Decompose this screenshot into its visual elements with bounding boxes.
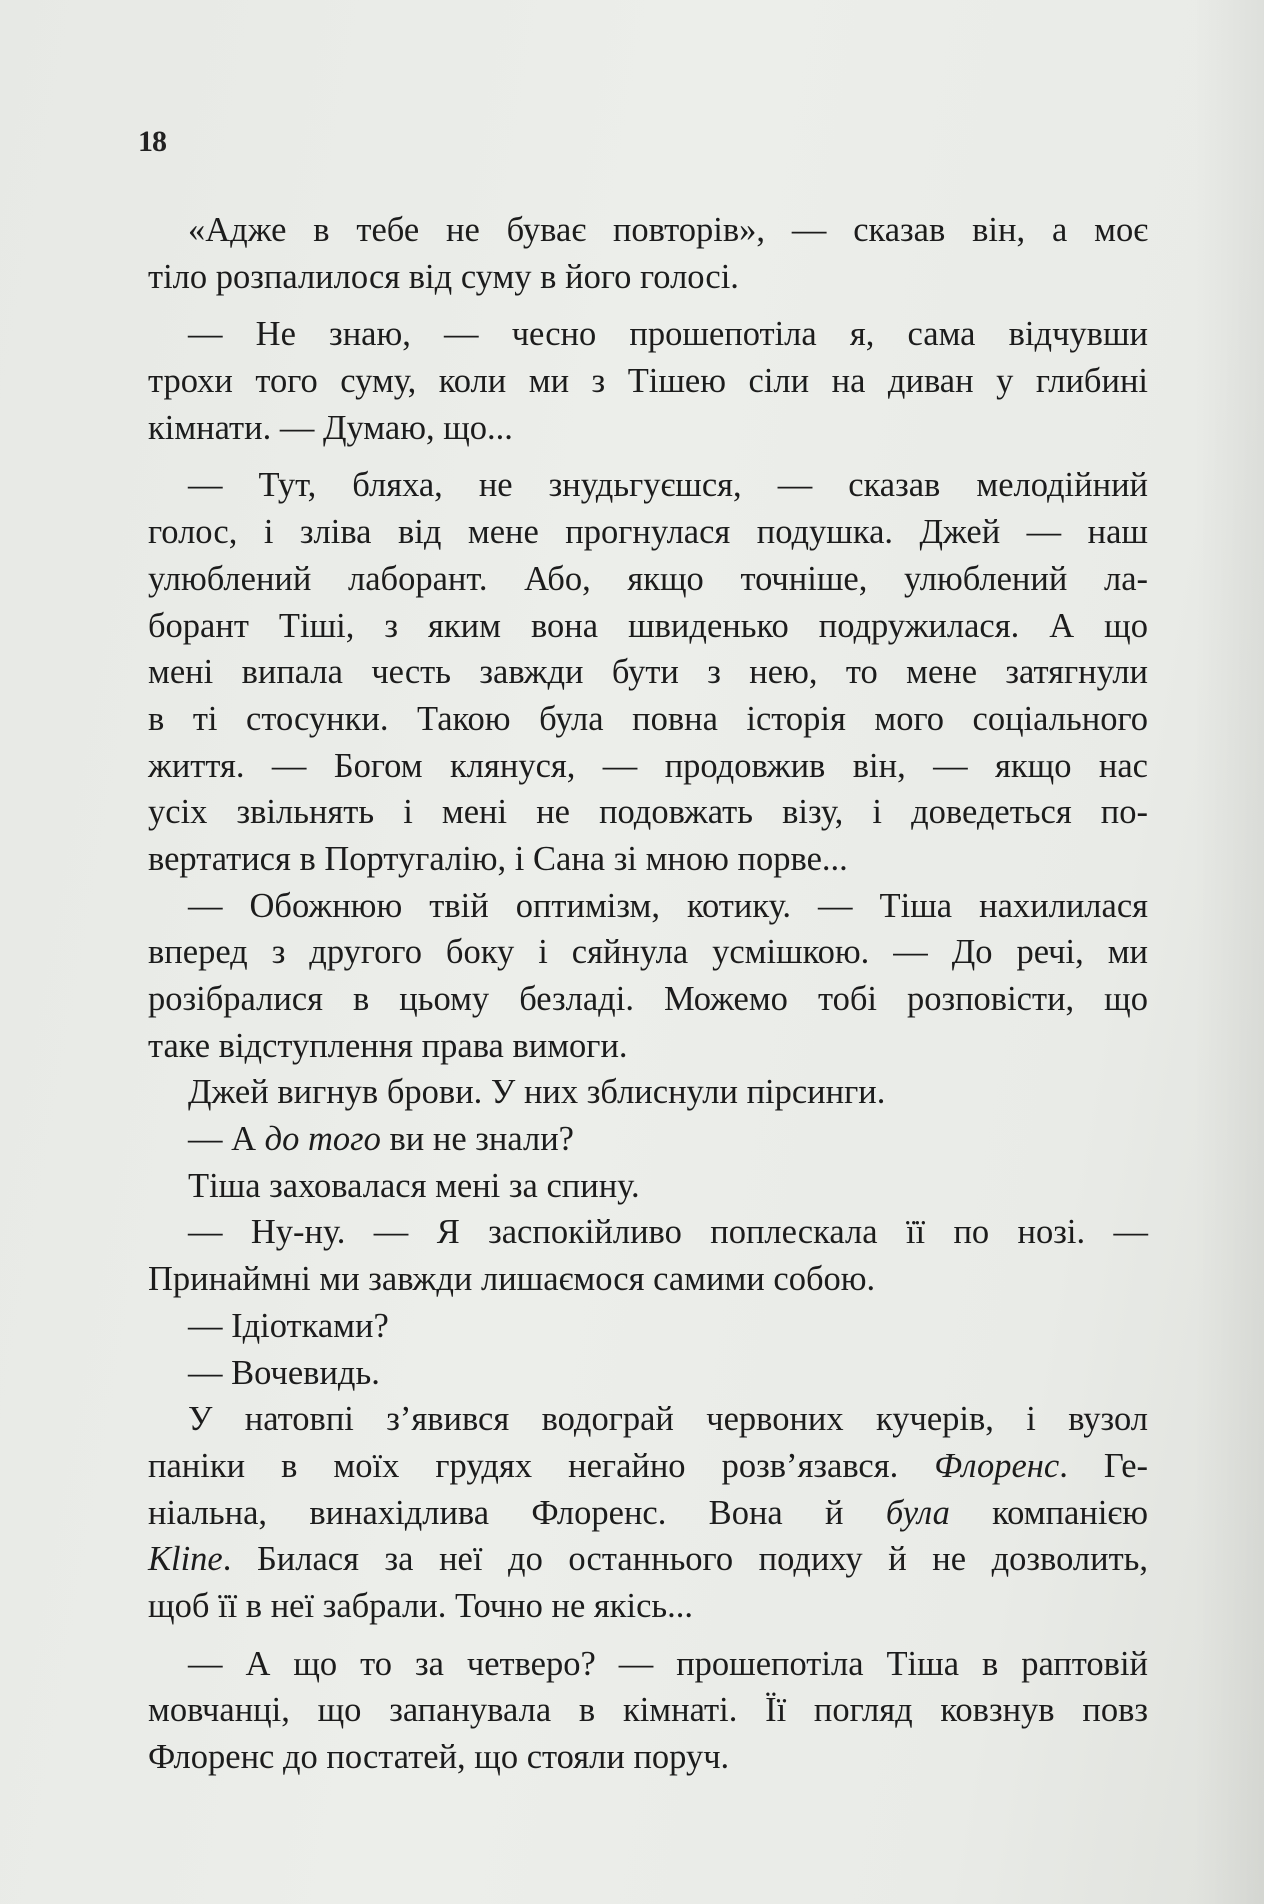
text-line: Флоренс до постатей, що стояли поруч.: [148, 1738, 730, 1776]
text-line: [148, 1536, 1148, 1583]
text-line: в ті стосунки. Такою була повна історія мого соціального: [148, 699, 1148, 738]
italic-text: Флоренс: [934, 1446, 1060, 1485]
text-line: У натовпі з’явився водограй червоних кучерів, і вузол: [188, 1400, 1148, 1439]
text-line: таке відступлення права вимоги.: [148, 1026, 628, 1065]
text-span: — А: [188, 1120, 265, 1159]
text-line: [148, 1116, 1148, 1163]
text-line: тіло розпалилося від суму в його голосі.: [148, 257, 739, 296]
text-line: — Не знаю, — чесно прошепотіла я, сама відчувши: [188, 315, 1148, 354]
paragraph-gap: [148, 1630, 1148, 1641]
text-span: ніальна, винахідлива Флоренс. Вона й: [148, 1493, 886, 1532]
text-span: ви не знали?: [380, 1120, 574, 1159]
paragraph-gap: [148, 300, 1148, 311]
text-line: трохи того суму, коли ми з Тішею сіли на диван у глибині: [148, 362, 1148, 401]
page-edge-shadow: [1194, 0, 1264, 1904]
text-line: [148, 1490, 1148, 1537]
text-line: Джей вигнув брови. У них зблиснули пірсинги.: [188, 1073, 886, 1112]
text-line: кімнати. — Думаю, що...: [148, 408, 513, 447]
text-line: — Тут, бляха, не знудьгуєшся, — сказав мелодійний: [188, 466, 1148, 505]
paragraph-gap: [148, 451, 1148, 462]
text-line: голос, і зліва від мене прогнулася подушка. Джей — наш: [148, 513, 1148, 552]
book-text-body: [148, 207, 1148, 1781]
text-span: . Ге-: [1059, 1446, 1148, 1485]
text-line: розібралися в цьому безладі. Можемо тобі розповісти, що: [148, 980, 1148, 1018]
text-line: улюблений лаборант. Або, якщо точніше, улюблений ла-: [148, 559, 1148, 598]
text-line: Принаймні ми завжди лишаємося самими собою.: [148, 1260, 876, 1299]
text-line: борант Тіші, з яким вона швиденько подружилася. А що: [148, 606, 1148, 645]
text-line: — Ідіотками?: [188, 1306, 389, 1345]
text-line: — А що то за четверо? — прошепотіла Тіша в раптовій: [188, 1644, 1148, 1683]
italic-text: була: [885, 1493, 950, 1532]
text-line: життя. — Богом клянуся, — продовжив він, — якщо нас: [148, 746, 1148, 785]
text-line: — Вочевидь.: [188, 1353, 380, 1392]
text-span: компанією: [949, 1493, 1148, 1532]
text-line: Тіша заховалася мені за спину.: [188, 1166, 640, 1205]
text-line: мовчанці, що запанувала в кімнаті. Її погляд ковзнув повз: [148, 1691, 1148, 1730]
text-line: — Обожнюю твій оптимізм, котику. — Тіша нахилилася: [188, 886, 1148, 925]
text-line: щоб її в неї забрали. Точно не якісь...: [148, 1586, 694, 1625]
text-line: [148, 1443, 1148, 1490]
page-number: 18: [138, 125, 166, 158]
text-line: усіх звільнять і мені не подовжать візу, і доведеться по-: [148, 793, 1148, 832]
text-line: вертатися в Португалію, і Сана зі мною порве...: [148, 839, 848, 878]
text-line: «Адже в тебе не буває повторів», — сказав він, а моє: [188, 211, 1148, 249]
text-line: вперед з другого боку і сяйнула усмішкою. — До речі, ми: [148, 933, 1148, 972]
text-line: — Ну-ну. — Я заспокійливо поплескала її по нозі. —: [188, 1213, 1148, 1252]
text-line: мені випала честь завжди бути з нею, то мене затягнули: [148, 653, 1148, 692]
text-span: паніки в моїх грудях негайно розв’язався.: [148, 1446, 935, 1485]
italic-text: до того: [264, 1120, 381, 1159]
italic-text: Kline: [148, 1540, 223, 1579]
text-span: . Билася за неї до останнього подиху й не дозволить,: [222, 1540, 1148, 1579]
